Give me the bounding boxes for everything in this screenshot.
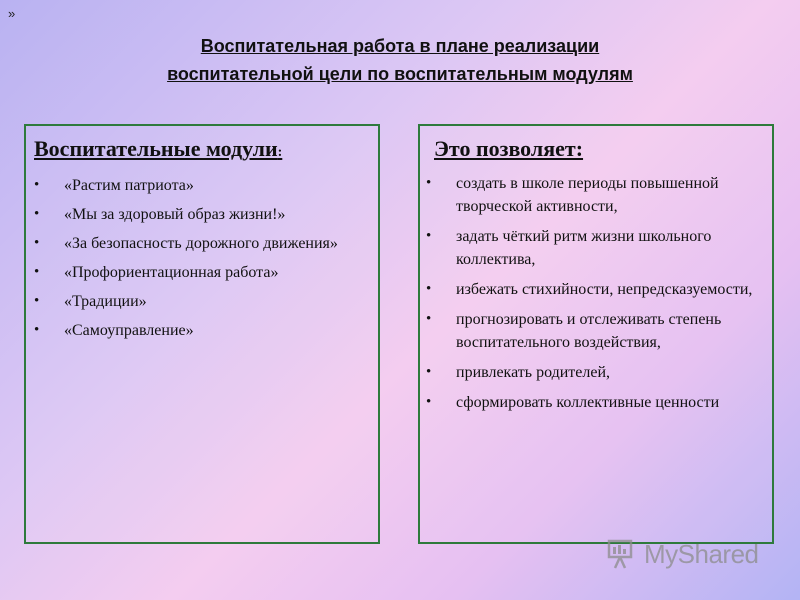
module-item-text: «Традиции» (64, 293, 147, 310)
module-item (26, 261, 378, 284)
slide-title (100, 32, 700, 88)
bullet-icon: • (426, 175, 432, 191)
bullet-icon: • (34, 206, 40, 222)
presentation-board-icon (606, 537, 638, 571)
module-item (26, 290, 378, 313)
benefit-item (420, 361, 772, 384)
benefit-item (420, 391, 772, 414)
bullet-icon: • (34, 177, 40, 193)
module-item-text: «Растим патриота» (64, 177, 194, 194)
modules-heading-text: Воспитательные модули (34, 136, 278, 161)
corner-mark: » (8, 6, 16, 21)
benefit-item-text: создать в школе периоды повышенной творческой активности, (456, 175, 719, 215)
bullet-icon: • (34, 322, 40, 338)
bullet-icon: • (34, 264, 40, 280)
modules-heading-colon: : (277, 145, 283, 160)
module-item (26, 319, 378, 342)
benefit-item (420, 308, 772, 354)
benefit-item-text: задать чёткий ритм жизни школьного коллектива, (456, 228, 712, 268)
bullet-icon: • (34, 235, 40, 251)
modules-list (26, 174, 378, 342)
modules-heading (34, 134, 378, 168)
bullet-icon: • (34, 293, 40, 309)
module-item (26, 174, 378, 197)
module-item (26, 203, 378, 226)
watermark-text: MyShared (644, 538, 759, 569)
module-item-text: «Мы за здоровый образ жизни!» (64, 206, 286, 223)
slide-title-line-2: воспитательной цели по воспитательным модулям (167, 64, 633, 84)
bullet-icon: • (426, 364, 432, 380)
module-item-text: «За безопасность дорожного движения» (64, 235, 338, 252)
benefit-item-text: избежать стихийности, непредсказуемости, (456, 281, 753, 298)
benefit-item (420, 172, 772, 218)
bullet-icon: • (426, 228, 432, 244)
benefit-item (420, 225, 772, 271)
bullet-icon: • (426, 394, 432, 410)
benefits-heading: Это позволяет: (434, 136, 584, 161)
module-item-text: «Самоуправление» (64, 322, 194, 339)
benefit-item (420, 278, 772, 301)
benefits-list (420, 172, 772, 414)
benefit-item-text: привлекать родителей, (456, 364, 611, 381)
module-item-text: «Профориентационная работа» (64, 264, 279, 281)
watermark-logo (606, 536, 759, 572)
module-item (26, 232, 378, 255)
slide-title-line-1: Воспитательная работа в плане реализации (200, 36, 600, 56)
modules-panel (24, 124, 380, 544)
benefit-item-text: сформировать коллективные ценности (456, 394, 720, 411)
benefits-panel (418, 124, 774, 544)
bullet-icon: • (426, 281, 432, 297)
bullet-icon: • (426, 311, 432, 327)
benefit-item-text: прогнозировать и отслеживать степень воспитательного воздействия, (456, 311, 722, 351)
